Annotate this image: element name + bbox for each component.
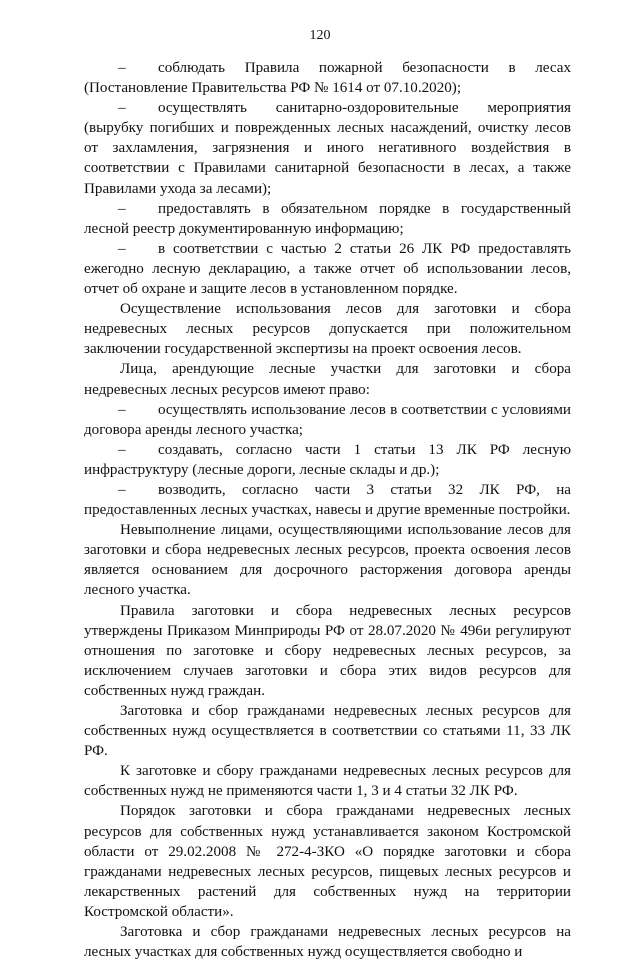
paragraph bbox=[84, 601, 571, 701]
bullet-dash: – bbox=[118, 60, 126, 76]
bullet-item bbox=[84, 440, 571, 480]
paragraph-text: возводить, согласно части 3 статьи 32 ЛК РФ, на предоставленных лесных участках, навесы и другие временные постройки. bbox=[84, 481, 571, 519]
paragraph bbox=[84, 922, 571, 962]
bullet-item bbox=[84, 58, 571, 98]
paragraph-text: соблюдать Правила пожарной безопасности в лесах (Постановление Правительства РФ № 1614 от 07.10.2020); bbox=[84, 60, 571, 97]
paragraph bbox=[84, 801, 571, 922]
paragraph-text: Правила заготовки и сбора недревесных лесных ресурсов утверждены Приказом Минприроды РФ от 28.07.2020 № 496и регулируют отношения по заготовке и сбору недревесных лесных ресурсов, за исключением случаев заготовки и сбора этих видов ресурсов для собственных нужд граждан. bbox=[84, 602, 571, 699]
paragraph-text: Заготовка и сбор гражданами недревесных лесных ресурсов на лесных участках для собственных нужд осуществляется свободно и bbox=[84, 924, 571, 961]
document-body bbox=[84, 58, 571, 962]
paragraph-text: Порядок заготовки и сбора гражданами недревесных лесных ресурсов для собственных нужд устанавливается законом Костромской области от 29.02.2008 № 272-4-ЗКО «О порядке заготовки и сбора гражданами недревесных лесных ресурсов, пищевых лесных ресурсов и лекарственных растений для собственных нужд на территории Костромской области». bbox=[84, 803, 571, 920]
paragraph-text: Невыполнение лицами, осуществляющими использование лесов для заготовки и сбора недревесных лесных ресурсов, проекта освоения лесов является основанием для досрочного расторжения договора аренды лесного участка. bbox=[84, 522, 571, 599]
paragraph-text: Заготовка и сбор гражданами недревесных лесных ресурсов для собственных нужд осуществляется в соответствии со статьями 11, 33 ЛК РФ. bbox=[84, 703, 571, 760]
paragraph-text: К заготовке и сбору гражданами недревесных лесных ресурсов для собственных нужд не применяются части 1, 3 и 4 статьи 32 ЛК РФ. bbox=[84, 763, 571, 800]
bullet-item bbox=[84, 239, 571, 299]
paragraph bbox=[84, 520, 571, 600]
bullet-dash: – bbox=[118, 441, 126, 458]
paragraph-text: в соответствии с частью 2 статьи 26 ЛК РФ предоставлять ежегодно лесную декларацию, а также отчет об использовании лесов, отчет об охране и защите лесов в установленном порядке. bbox=[84, 240, 571, 298]
bullet-item bbox=[84, 98, 571, 198]
bullet-item bbox=[84, 199, 571, 239]
bullet-dash: – bbox=[118, 401, 126, 418]
bullet-dash: – bbox=[118, 100, 126, 117]
paragraph-text: Осуществление использования лесов для заготовки и сбора недревесных лесных ресурсов допускается при положительном заключении государственной экспертизы на проект освоения лесов. bbox=[84, 301, 571, 358]
bullet-dash: – bbox=[118, 200, 126, 217]
paragraph bbox=[84, 299, 571, 359]
paragraph-text: Лица, арендующие лесные участки для заготовки и сбора недревесных лесных ресурсов имеют право: bbox=[84, 361, 571, 398]
bullet-dash: – bbox=[118, 481, 126, 498]
paragraph-text: осуществлять санитарно-оздоровительные мероприятия (вырубку погибших и поврежденных лесных насаждений, очистку лесов от захламления, загрязнения и иного негативного воздействия в соответствии с Правилами санитарной безопасности в лесах, а также Правилами ухода за лесами); bbox=[84, 100, 571, 197]
bullet-item bbox=[84, 400, 571, 440]
paragraph bbox=[84, 761, 571, 801]
paragraph-text: предоставлять в обязательном порядке в государственный лесной реестр документированную информацию; bbox=[84, 200, 571, 237]
paragraph bbox=[84, 701, 571, 761]
paragraph-text: осуществлять использование лесов в соответствии с условиями договора аренды лесного участка; bbox=[84, 401, 571, 438]
page-number: 120 bbox=[309, 28, 331, 43]
bullet-dash: – bbox=[118, 240, 126, 257]
bullet-item bbox=[84, 480, 571, 520]
paragraph bbox=[84, 359, 571, 399]
paragraph-text: создавать, согласно части 1 статьи 13 ЛК РФ лесную инфраструктуру (лесные дороги, лесные склады и др.); bbox=[84, 441, 571, 478]
